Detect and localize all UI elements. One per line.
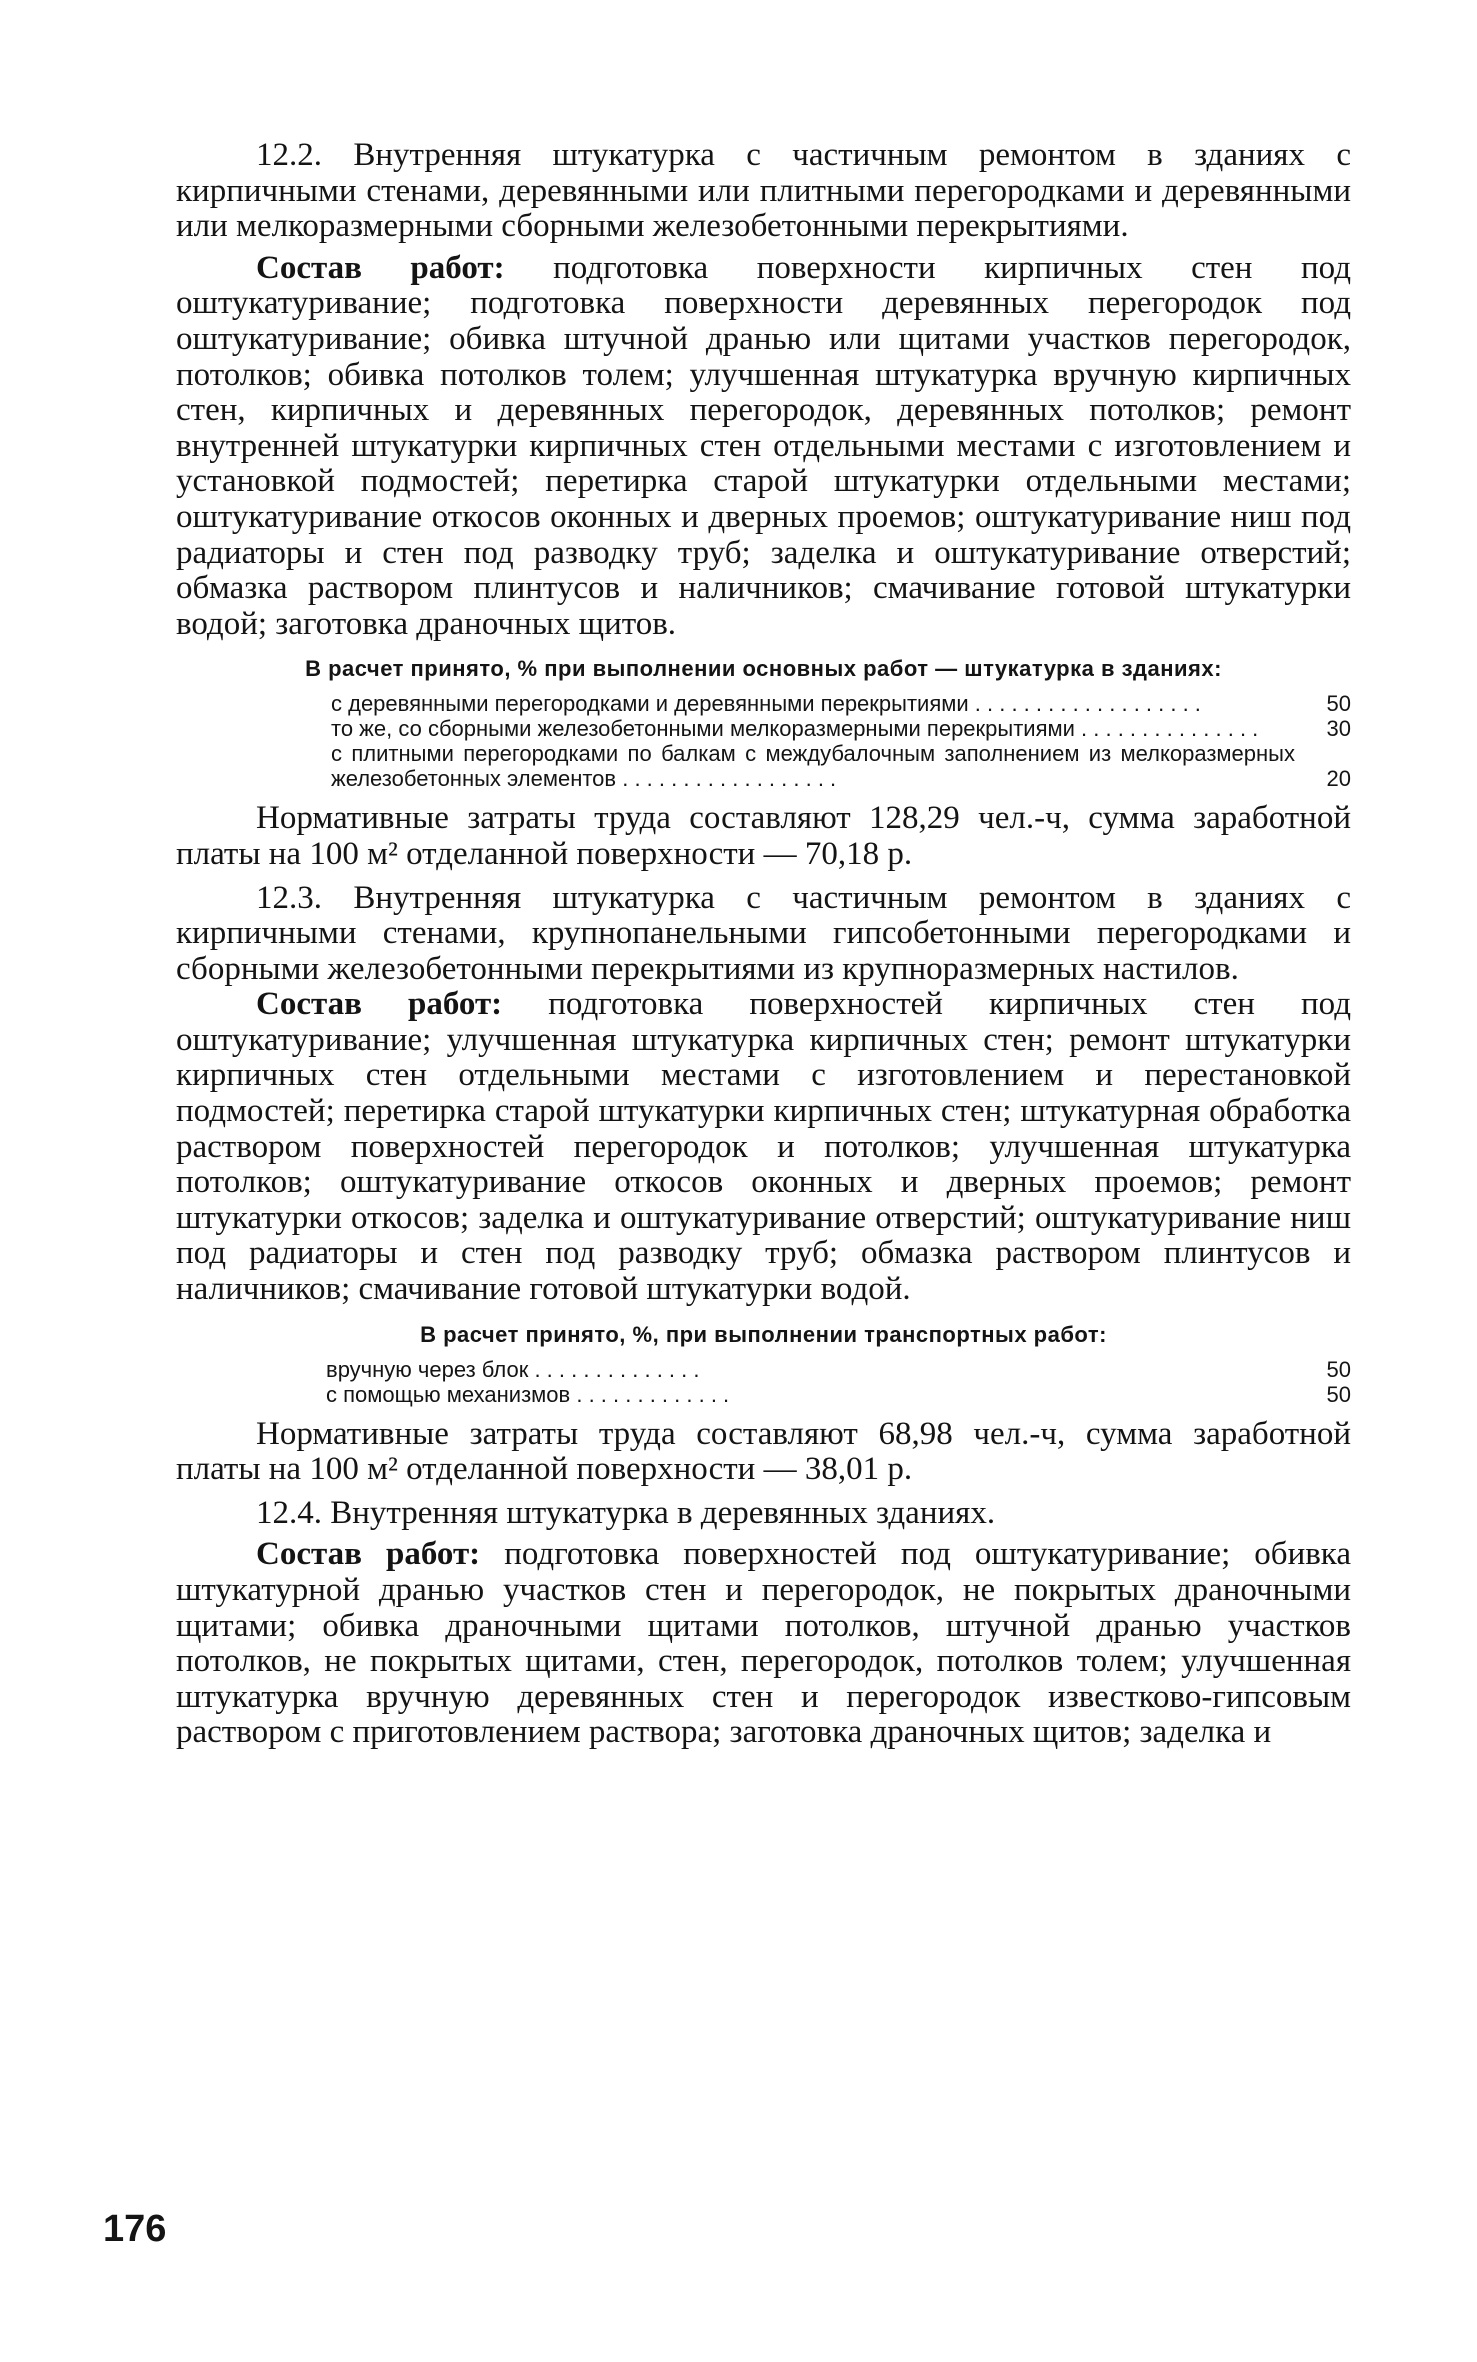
page-number: 176 [103,2208,167,2250]
note-item-value: 50 [1326,691,1351,717]
note-item [331,691,1351,716]
works-label: Состав работ: [256,1536,481,1573]
note-item-value: 50 [1326,1381,1351,1407]
note-list [326,1357,1351,1407]
note-item [326,1357,1351,1382]
section-12-2-norm: Нормативные затраты труда составляют 128,29 чел.-ч, сумма заработной платы на 100 м² отделанной поверхности — 70,18 р. [176,800,1351,872]
section-12-2-note [176,656,1351,791]
section-12-3-works [176,987,1351,1307]
note-heading: В расчет принято, %, при выполнении транспортных работ: [420,1321,1107,1347]
note-item-value: 30 [1326,716,1351,742]
section-12-2-title: 12.2. Внутренняя штукатурка с частичным ремонтом в зданиях с кирпичными стенами, деревянными или плитными перегородками и деревянными или мелкоразмерными сборными железобетонными перекрытиями. [176,137,1351,245]
note-item [331,741,1351,791]
note-item [326,1382,1351,1407]
works-label: Состав работ: [256,986,503,1023]
page-content [176,138,1351,1751]
note-item-value: 50 [1326,1356,1351,1382]
section-12-4-works [176,1537,1351,1751]
note-item-value: 20 [1326,766,1351,792]
note-list [331,691,1351,791]
note-item-label: с деревянными перегородками и деревянными перекрытиями . . . . . . . . . . . . . . . . . . . [331,691,1201,717]
section-12-4-title: 12.4. Внутренняя штукатурка в деревянных зданиях. [256,1494,996,1531]
note-item [331,716,1351,741]
note-heading: В расчет принято, % при выполнении основных работ — штукатурка в зданиях: [305,656,1222,682]
section-12-3-norm: Нормативные затраты труда составляют 68,98 чел.-ч, сумма заработной платы на 100 м² отделанной поверхности — 38,01 р. [176,1415,1351,1488]
works-text: подготовка поверхности кирпичных стен под оштукатуривание; подготовка поверхности деревянных перегородок под оштукатуривание; обивка штучной дранью или щитами участков перегородок, потолков; обивка потолков толем; улучшенная штукатурка вручную кирпичных стен, кирпичных и деревянных перегородок, деревянных потолков; ремонт внутренней штукатурки кирпичных стен отдельными местами с изготовлением и установкой подмостей; перетирка старой штукатурки отдельными местами; оштукатуривание откосов оконных и дверных проемов; оштукатуривание ниш под радиаторы и стен под разводку труб; заделка и оштукатуривание отверстий; обмазка раствором плинтусов и наличников; смачивание готовой штукатурки водой; заготовка драночных щитов. [176,249,1351,642]
note-item-label: то же, со сборными железобетонными мелкоразмерными перекрытиями . . . . . . . . . . . . . . . [331,716,1259,742]
section-12-3-title: 12.3. Внутренняя штукатурка с частичным ремонтом в зданиях с кирпичными стенами, крупнопанельными гипсобетонными перегородками и сборными железобетонными перекрытиями из крупноразмерных настилов. [176,879,1351,987]
note-item-label: с плитными перегородками по балкам с междубалочным заполнением из мелкоразмерных железобетонных элементов . . . . . . . . . . . . . . . . . . [331,741,1295,792]
note-item-label: вручную через блок . . . . . . . . . . . . . . [326,1356,700,1382]
note-item-label: с помощью механизмов . . . . . . . . . . . . . [326,1381,730,1407]
section-12-3-note [176,1322,1351,1407]
works-label: Состав работ: [256,249,505,286]
works-text: подготовка поверхностей под оштукатуривание; обивка штукатурной дранью участков стен и перегородок, не покрытых драночными щитами; обивка драночными щитами потолков, штучной дранью участков потолков, не покрытых щитами, стен, перегородок, потолков толем; улучшенная штукатурка вручную деревянных стен и перегородок известково-гипсовым раствором с приготовлением раствора; заготовка драночных щитов; заделка и [176,1536,1351,1751]
section-12-2-works [176,251,1351,643]
works-text: подготовка поверхностей кирпичных стен под оштукатуривание; улучшенная штукатурка кирпичных стен; ремонт штукатурки кирпичных стен отдельными местами с изготовлением и перестановкой подмостей; перетирка старой штукатурки кирпичных стен; штукатурная обработка раствором поверхностей перегородок и потолков; улучшенная штукатурка потолков; оштукатуривание откосов оконных и дверных проемов; ремонт штукатурки откосов; заделка и оштукатуривание отверстий; оштукатуривание ниш под радиаторы и стен под разводку труб; обмазка раствором плинтусов и наличников; смачивание готовой штукатурки водой. [176,986,1351,1308]
